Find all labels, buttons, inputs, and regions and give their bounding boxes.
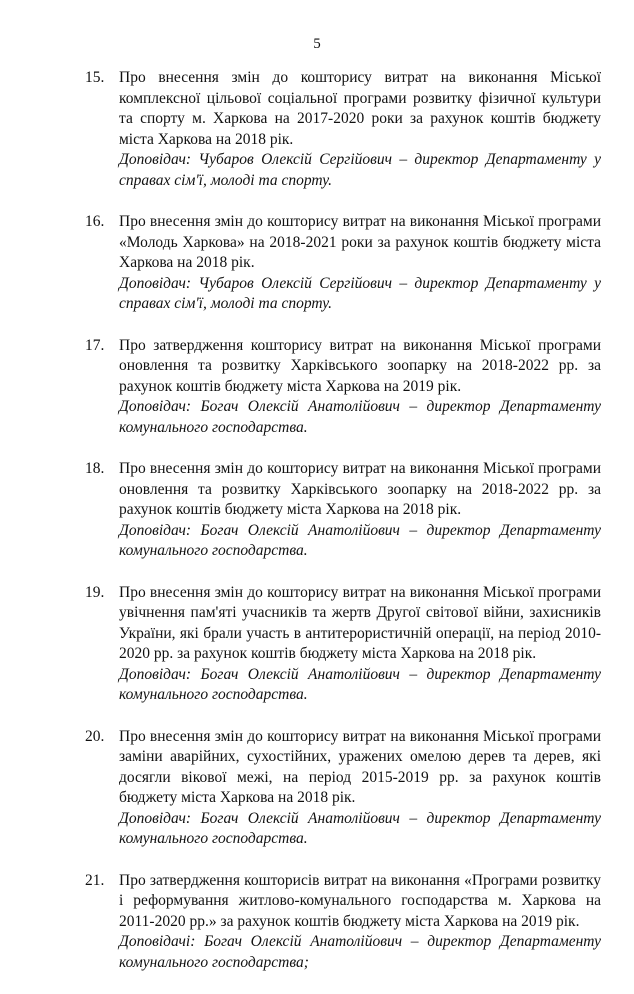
item-number: 19. xyxy=(85,583,105,601)
agenda-item-15 xyxy=(85,68,601,191)
item-number: 20. xyxy=(85,727,105,745)
item-speaker: Доповідач: Богач Олексій Анатолійович – директор Департаменту комунального господарства. xyxy=(119,665,601,703)
page-number: 5 xyxy=(313,36,321,52)
item-speaker: Доповідач: Богач Олексій Анатолійович – директор Департаменту комунального господарства. xyxy=(119,521,601,559)
item-number: 15. xyxy=(85,69,105,86)
agenda-item-17 xyxy=(85,336,601,439)
agenda-item-21 xyxy=(85,871,601,974)
item-speaker: Доповідач: Чубаров Олексій Сергійович – директор Департаменту у справах сім'ї, молоді та спорту. xyxy=(119,274,601,312)
item-title: Про внесення змін до кошторису витрат на виконання Міської програми увічнення пам'яті учасників та жертв Другої світової війни, захисників України, які брали участь в антитерористичній операції, на період 2010-2020 рр. за рахунок коштів бюджету міста Харкова на 2018 рік. xyxy=(119,583,601,662)
item-speaker: Доповідачі: Богач Олексій Анатолійович – директор Департаменту комунального господарства; xyxy=(119,933,601,971)
item-title: Про внесення змін до кошторису витрат на виконання Міської програми заміни аварійних, сухостійних, уражених омелою дерев та дерев, які досягли вікової межі, на період 2015-2019 рр. за рахунок коштів бюджету міста Харкова на 2018 рік. xyxy=(119,727,601,806)
item-number: 16. xyxy=(85,213,105,230)
item-title: Про внесення змін до кошторису витрат на виконання Міської комплексної цільової соціальної програми розвитку фізичної культури та спорту м. Харкова на 2017-2020 роки за рахунок коштів бюджету міста Харкова на 2018 рік. xyxy=(119,69,601,148)
item-title: Про затвердження кошторисів витрат на виконання «Програми розвитку і реформування житлово-комунального господарства м. Харкова на 2011-2020 рр.» за рахунок коштів бюджету міста Харкова на 2019 рік. xyxy=(119,871,601,930)
item-speaker: Доповідач: Богач Олексій Анатолійович – директор Департаменту комунального господарства. xyxy=(119,809,601,847)
agenda-item-19 xyxy=(85,583,601,706)
item-number: 21. xyxy=(85,871,105,889)
item-speaker: Доповідач: Чубаров Олексій Сергійович – директор Департаменту у справах сім'ї, молоді та спорту. xyxy=(119,151,601,189)
agenda-item-20 xyxy=(85,727,601,850)
item-title: Про затвердження кошторису витрат на виконання Міської програми оновлення та розвитку Харківського зоопарку на 2018-2022 рр. за рахунок коштів бюджету міста Харкова на 2019 рік. xyxy=(119,336,601,395)
item-number: 17. xyxy=(85,336,105,354)
agenda-list xyxy=(85,68,601,994)
item-number: 18. xyxy=(85,460,105,477)
agenda-item-16 xyxy=(85,212,601,315)
item-title: Про внесення змін до кошторису витрат на виконання Міської програми «Молодь Харкова» на 2018-2021 роки за рахунок коштів бюджету міста Харкова на 2018 рік. xyxy=(119,213,601,271)
item-title: Про внесення змін до кошторису витрат на виконання Міської програми оновлення та розвитку Харківського зоопарку на 2018-2022 рр. за рахунок коштів бюджету міста Харкова на 2018 рік. xyxy=(119,460,601,518)
agenda-item-18 xyxy=(85,459,601,562)
item-speaker: Доповідач: Богач Олексій Анатолійович – директор Департаменту комунального господарства. xyxy=(119,398,601,436)
